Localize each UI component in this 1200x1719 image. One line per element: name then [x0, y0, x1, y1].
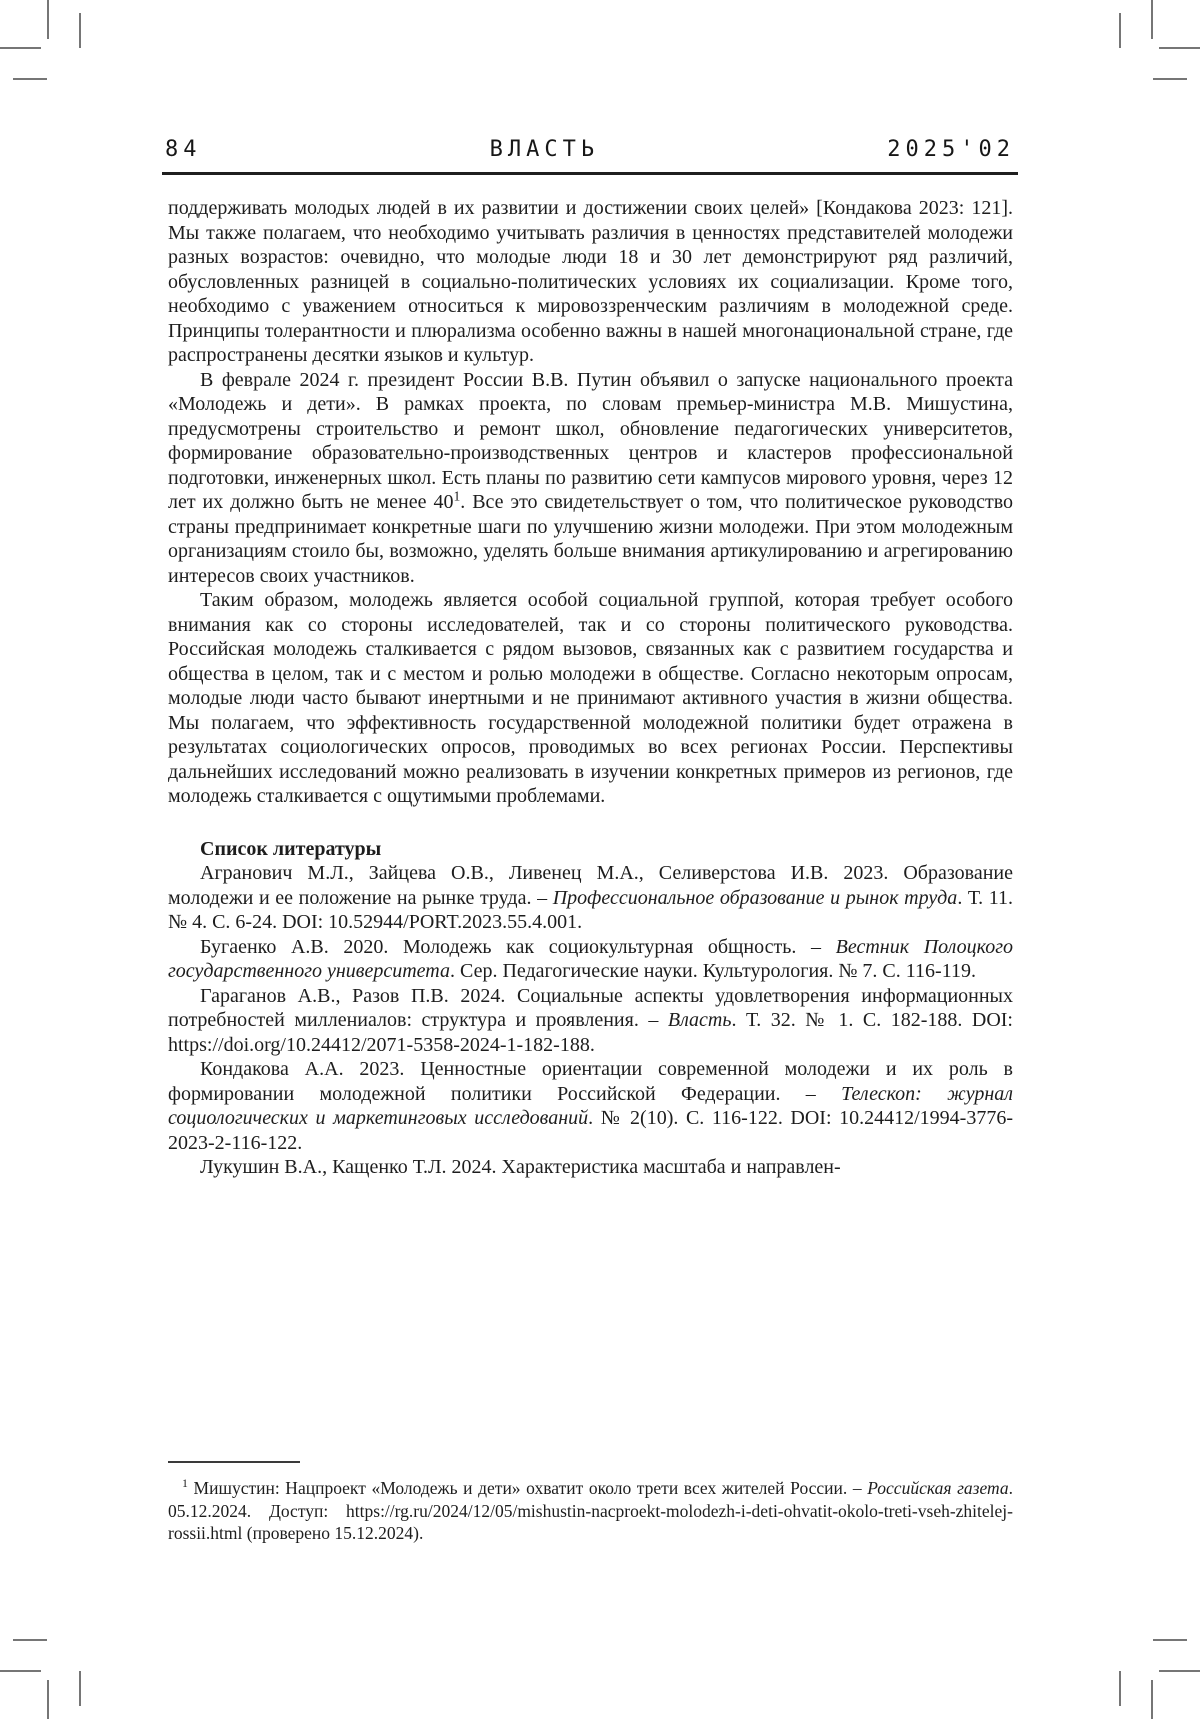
paragraph: поддерживать молодых людей в их развитии и достижении своих целей» [Кондакова 2023: 121]. Мы также полагаем, что необходимо учитывать различия в ценностях представителей молодежи разных возрастов: очевидно, что молодые люди 18 и 30 лет демонстрируют ряд различий, обусловленных разницей в социально-политических условиях их социализации. Кроме того, необходимо с уважением относиться к мировоззренческим различиям в молодежной среде. Принципы толерантности и плюрализма особенно важны в нашей многонациональной стране, где распространены десятки языков и культур. [168, 197, 1013, 366]
crop-mark [47, 1680, 49, 1719]
crop-mark [1159, 47, 1200, 49]
references-heading: Список литературы [200, 837, 382, 860]
crop-mark [13, 78, 47, 80]
footnote [168, 1477, 1013, 1545]
reference-item: Агранович М.Л., Зайцева О.В., Ливенец М.А., Селиверстова И.В. 2023. Образование молодежи и ее положение на рынке труда. – Профессиональное образование и рынок труда. Т. 11. № 4. С. 6-24. DOI: 10.52944/PORT.2023.55.4.001. [168, 862, 1014, 933]
reference-item: Лукушин В.А., Кащенко Т.Л. 2024. Характеристика масштаба и направлен- [200, 1156, 841, 1178]
crop-mark [79, 13, 81, 48]
reference-item: Кондакова А.А. 2023. Ценностные ориентации современной молодежи и их роль в формировании молодежной политики Российской Федерации. – Телескоп: журнал социологических и маркетинговых исследований. № 2(10). С. 116-122. DOI: 10.24412/1994-3776-2023-2-116-122. [168, 1058, 1013, 1154]
header-rule [162, 172, 1018, 175]
crop-mark [1159, 1670, 1200, 1672]
footnote-text: $^1$ Мишустин: Нацпроект «Молодежь и дети» охватит около трети всех жителей России. – Российская газета. 05.12.2024. Доступ: https://rg.ru/2024/12/05/mishustin-nacproekt-molodezh-i-deti-ohvatit-okolo-treti-vseh-zhitelej-rossii.html (проверено 15.12.2024). [168, 1476, 1013, 1543]
page-header [165, 137, 1015, 162]
journal-title: ВЛАСТЬ [489, 137, 600, 162]
paragraph: Таким образом, молодежь является особой социальной группой, которая требует особого внимания как со стороны исследователей, так и со стороны политического руководства. Российская молодежь сталкивается с рядом вызовов, связанных как с развитием государства и общества в целом, так и с местом и ролью молодежи в обществе. Согласно некоторым опросам, молодые люди часто бывают инертными и не принимают активного участия в жизни общества. Мы полагаем, что эффективность государственной молодежной политики будет отражена в результатах социологических опросов, проводимых во всех регионах России. Перспективы дальнейших исследований можно реализовать в изучении конкретных примеров из регионов, где молодежь сталкивается с ощутимыми проблемами. [168, 589, 1013, 807]
crop-mark [0, 1670, 41, 1672]
paragraph: В феврале 2024 г. президент России В.В. Путин объявил о запуске национального проекта «Молодежь и дети». В рамках проекта, по словам премьер-министра М.В. Мишустина, предусмотрены строительство и ремонт школ, обновление педагогических университетов, формирование образовательно-производственных центров и кластеров профессиональной подготовки, инженерных школ. Есть планы по развитию сети кампусов мирового уровня, через 12 лет их должно быть не менее $40^1$. Все это свидетельствует о том, что политическое руководство страны предпринимает конкретные шаги по улучшению жизни молодежи. При этом молодежным организациям стоило бы, возможно, уделять больше внимания артикулированию и агрегированию интересов своих участников. [168, 368, 1013, 587]
reference-item: Гараганов А.В., Разов П.В. 2024. Социальные аспекты удовлетворения информационных потребностей миллениалов: структура и проявления. – Власть. Т. 32. № 1. С. 182-188. DOI: https://doi.org/10.24412/2071-5358-2024-1-182-188. [168, 984, 1013, 1056]
crop-mark [1119, 13, 1121, 48]
issue-number: 2025'02 [887, 137, 1015, 162]
crop-mark [79, 1671, 81, 1706]
footnote-rule [168, 1461, 300, 1463]
crop-mark [13, 1639, 47, 1641]
page-number: 84 [165, 137, 202, 162]
crop-mark [0, 47, 41, 49]
crop-mark [1153, 78, 1187, 80]
crop-mark [1151, 0, 1153, 39]
reference-item: Бугаенко А.В. 2020. Молодежь как социокультурная общность. – Вестник Полоцкого государственного университета. Сер. Педагогические науки. Культурология. № 7. С. 116-119. [168, 935, 1013, 982]
crop-mark [1153, 1639, 1187, 1641]
crop-mark [1151, 1680, 1153, 1719]
crop-mark [47, 0, 49, 39]
article-body [168, 196, 1013, 1180]
crop-mark [1119, 1671, 1121, 1706]
